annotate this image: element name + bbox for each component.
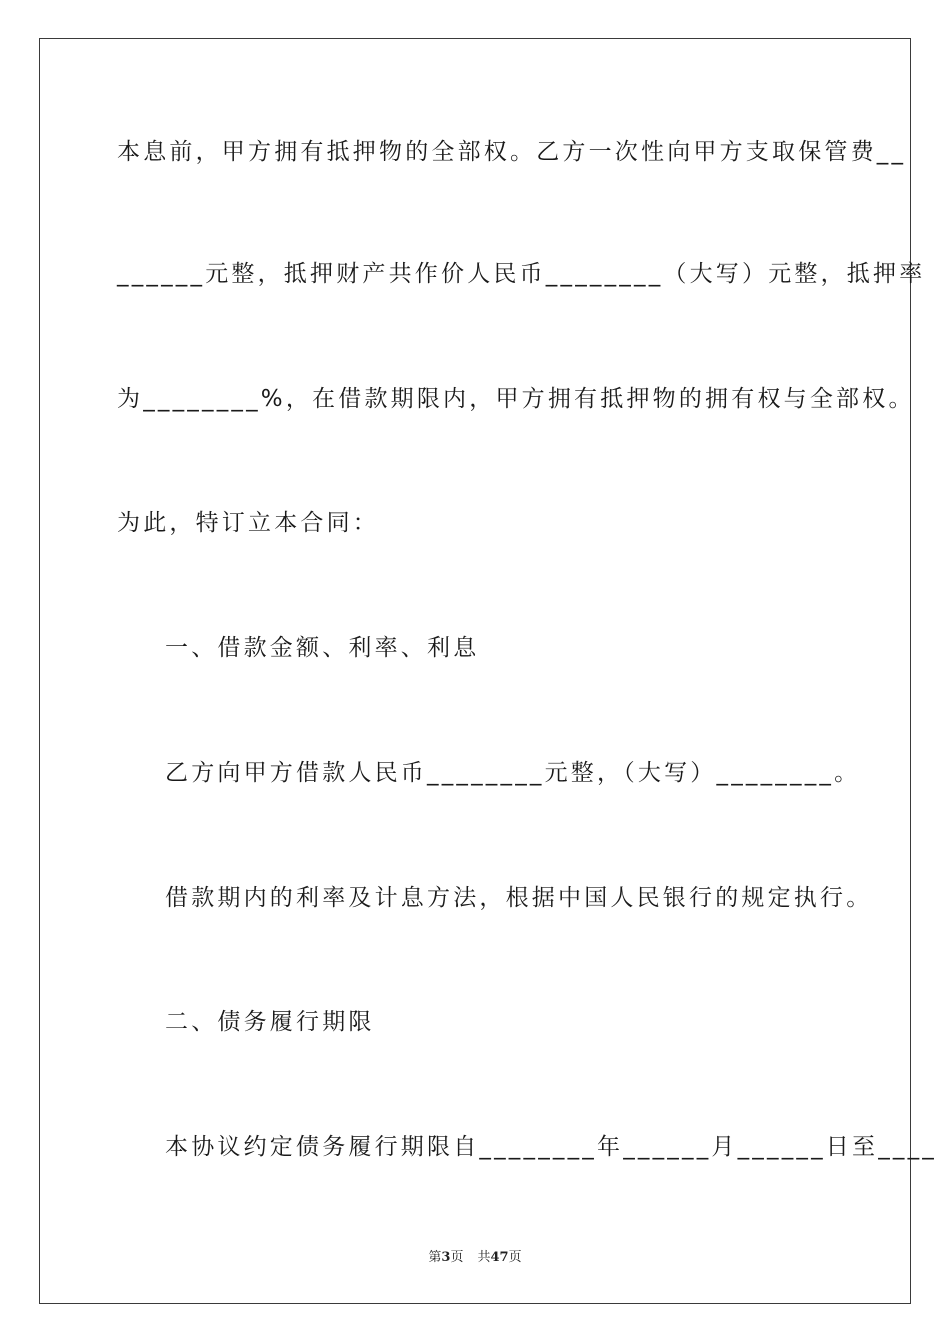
footer-page-prefix: 第 bbox=[428, 1250, 442, 1265]
page-footer bbox=[0, 1246, 950, 1265]
page-frame bbox=[39, 38, 911, 1304]
body-line-1: 本息前，甲方拥有抵押物的全部权。乙方一次性向甲方支取保管费__ bbox=[117, 139, 907, 165]
section-heading-2: 二、债务履行期限 bbox=[165, 1009, 375, 1035]
footer-page-suffix: 页 bbox=[450, 1250, 464, 1265]
section-heading-1: 一、借款金额、利率、利息 bbox=[165, 635, 480, 661]
body-line-6: 乙方向甲方借款人民币________元整，（大写）________。 bbox=[165, 760, 861, 786]
footer-page-number: 3 bbox=[441, 1250, 451, 1265]
body-line-7: 借款期内的利率及计息方法，根据中国人民银行的规定执行。 bbox=[165, 885, 873, 911]
body-line-9: 本协议约定债务履行期限自________年______月______日至____ bbox=[165, 1134, 937, 1160]
footer-total-prefix: 共 bbox=[477, 1250, 491, 1265]
footer-total-suffix: 页 bbox=[508, 1250, 522, 1265]
body-line-4: 为此，特订立本合同： bbox=[117, 510, 379, 536]
body-line-3: 为________%，在借款期限内，甲方拥有抵押物的拥有权与全部权。 bbox=[117, 386, 915, 412]
footer-total-pages: 47 bbox=[490, 1250, 509, 1265]
body-line-2: ______元整，抵押财产共作价人民币________（大写）元整，抵押率 bbox=[117, 261, 926, 287]
